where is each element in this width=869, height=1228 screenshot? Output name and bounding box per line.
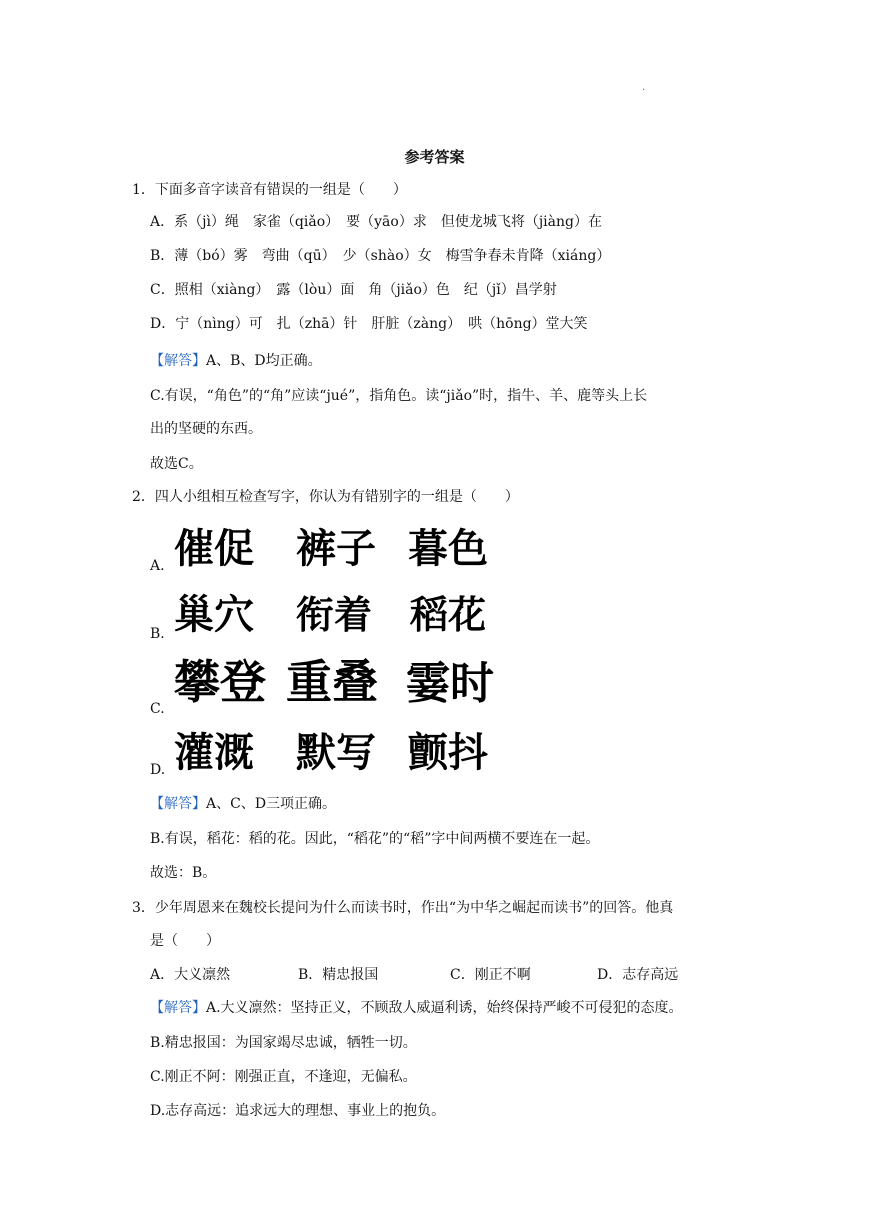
q3-stem-line-1: 3．少年周恩来在魏校长提问为什么而读书时，作出“为中华之崛起而读书”的回答。他真 (132, 900, 674, 916)
q1-answer-tag: 【解答】 (150, 353, 206, 369)
q1-option-b: B．薄（bó）雾 弯曲（qū） 少（shào）女 梅雪争春未肯降（xiáng） (150, 248, 611, 264)
q3-answer-line-4: D.志存高远：追求远大的理想、事业上的抱负。 (150, 1103, 446, 1119)
q2-d-word-2: 默写 (296, 730, 376, 776)
q2-a-word-3: 暮色 (408, 526, 488, 572)
q3-stem-line-2: 是（ ） (150, 933, 220, 949)
q1-answer-line-2: C.有误，“角色”的“角”应读“jué”，指角色。读“jiǎo”时，指牛、羊、鹿等头上长 (150, 388, 648, 404)
q2-d-word-3: 颤抖 (408, 730, 488, 776)
q2-option-a-handwriting (174, 522, 494, 574)
q2-option-d-handwriting (174, 726, 494, 778)
q1-answer-line-1 (150, 351, 322, 371)
header-mark: . (642, 82, 646, 93)
q3-option-b: B．精忠报国 (298, 967, 379, 983)
page-title: 参考答案 (404, 148, 465, 166)
q2-c-word-2: 重叠 (286, 655, 378, 709)
q3-answer-line-3: C.刚正不阿：刚强正直，不逢迎，无偏私。 (150, 1069, 417, 1085)
q3-option-a: A．大义凛然 (150, 967, 231, 983)
q2-a-word-1: 催促 (174, 526, 254, 572)
q2-c-word-3: 霎时 (406, 658, 494, 709)
q2-stem: 2．四人小组相互检查写字，你认为有错别字的一组是（ ） (132, 489, 519, 505)
q2-option-b-handwriting (174, 588, 494, 640)
q1-option-c: C．照相（xiàng） 露（lòu）面 角（jiǎo）色 纪（jǐ）昌学射 (150, 282, 557, 298)
q3-answer-line-2: B.精忠报国：为国家竭尽忠诚，牺牲一切。 (150, 1035, 417, 1051)
q1-option-a: A．系（jì）绳 家雀（qiǎo） 要（yāo）求 但使龙城飞将（jiàng）在 (150, 214, 602, 230)
q2-option-a-label: A. (150, 558, 165, 574)
q2-answer-line-2: B.有误，稻花：稻的花。因此，“稻花”的“稻”字中间两横不要连在一起。 (150, 831, 600, 847)
q1-answer-line-3: 出的坚硬的东西。 (150, 421, 262, 437)
q2-option-c-handwriting (174, 652, 494, 712)
q2-answer-tag: 【解答】 (150, 796, 206, 812)
q3-option-c: C．刚正不啊 (450, 967, 531, 983)
q2-answer-line-1 (150, 794, 336, 814)
q2-option-d-label: D. (150, 762, 166, 778)
q1-answer-line-4: 故选C。 (150, 456, 203, 472)
q2-d-word-1: 灌溉 (174, 730, 254, 776)
q1-answer-text: A、B、D均正确。 (206, 353, 322, 369)
q1-stem: 1．下面多音字读音有错误的一组是（ ） (132, 182, 407, 198)
q2-a-word-2: 裤子 (296, 526, 376, 572)
q2-answer-line-3: 故选：B。 (150, 865, 217, 881)
q3-option-d: D．志存高远 (597, 967, 679, 983)
q2-b-word-2: 衔着 (296, 593, 373, 637)
q2-option-b-label: B. (150, 626, 165, 642)
q2-b-word-1: 巢穴 (174, 592, 254, 638)
q3-answer-text: A.大义凛然：坚持正义，不顾敌人威逼利诱，始终保持严峻不可侵犯的态度。 (206, 1000, 683, 1016)
q3-answer-line-1 (150, 998, 683, 1018)
q3-answer-tag: 【解答】 (150, 1000, 206, 1016)
q2-c-word-1: 攀登 (174, 655, 266, 709)
q2-option-c-label: C. (150, 701, 165, 717)
q1-option-d: D．宁（nìng）可 扎（zhā）针 肝脏（zàng） 哄（hōng）堂大笑 (150, 316, 588, 332)
q2-answer-text: A、C、D三项正确。 (206, 796, 337, 812)
q2-b-word-3: 稻花 (410, 593, 487, 637)
